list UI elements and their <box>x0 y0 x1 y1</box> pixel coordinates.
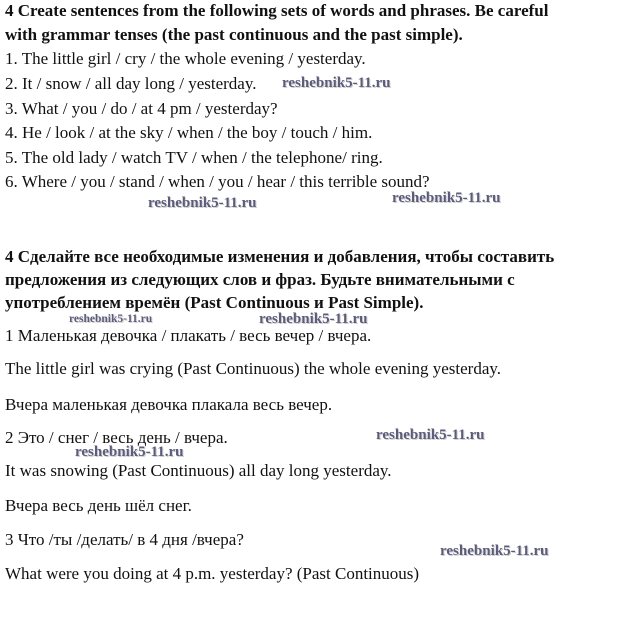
answer-1-prompt: 1 Маленькая девочка / плакать / весь вечер / вчера. <box>5 326 372 345</box>
russian-heading-line-1: 4 Сделайте все необходимые изменения и добавления, чтобы составить <box>5 247 555 266</box>
english-heading-line-2: with grammar tenses (the past continuous and the past simple). <box>5 25 463 44</box>
answer-3-prompt: 3 Что /ты /делать/ в 4 дня /вчера? <box>5 530 244 549</box>
watermark: reshebnik5-11.ru <box>440 543 549 559</box>
watermark: reshebnik5-11.ru <box>259 311 368 327</box>
answer-1-english: The little girl was crying (Past Continuous) the whole evening yesterday. <box>5 359 502 378</box>
watermark: reshebnik5-11.ru <box>392 190 501 206</box>
exercise-item-4: 4. He / look / at the sky / when / the boy / touch / him. <box>5 123 373 142</box>
exercise-item-2: 2. It / snow / all day long / yesterday. <box>5 74 257 93</box>
watermark: reshebnik5-11.ru <box>75 444 184 460</box>
exercise-item-5: 5. The old lady / watch TV / when / the telephone/ ring. <box>5 148 383 167</box>
watermark: reshebnik5-11.ru <box>69 313 153 325</box>
english-heading-line-1: 4 Create sentences from the following sets of words and phrases. Be careful <box>5 1 549 20</box>
answer-3-english: What were you doing at 4 p.m. yesterday? (Past Continuous) <box>5 564 420 583</box>
watermark: reshebnik5-11.ru <box>282 75 391 91</box>
watermark: reshebnik5-11.ru <box>376 427 485 443</box>
exercise-item-3: 3. What / you / do / at 4 pm / yesterday? <box>5 99 278 118</box>
answer-1-translation: Вчера маленькая девочка плакала весь вечер. <box>5 395 333 414</box>
answer-2-translation: Вчера весь день шёл снег. <box>5 496 192 515</box>
answer-2-prompt: 2 Это / снег / весь день / вчера. <box>5 428 228 447</box>
exercise-item-1: 1. The little girl / cry / the whole evening / yesterday. <box>5 49 366 68</box>
russian-heading-line-3: употреблением времён (Past Continuous и Past Simple). <box>5 293 424 312</box>
watermark: reshebnik5-11.ru <box>148 195 257 211</box>
russian-heading-line-2: предложения из следующих слов и фраз. Будьте внимательными с <box>5 270 515 289</box>
exercise-item-6: 6. Where / you / stand / when / you / hear / this terrible sound? <box>5 172 430 191</box>
answer-2-english: It was snowing (Past Continuous) all day long yesterday. <box>5 461 392 480</box>
